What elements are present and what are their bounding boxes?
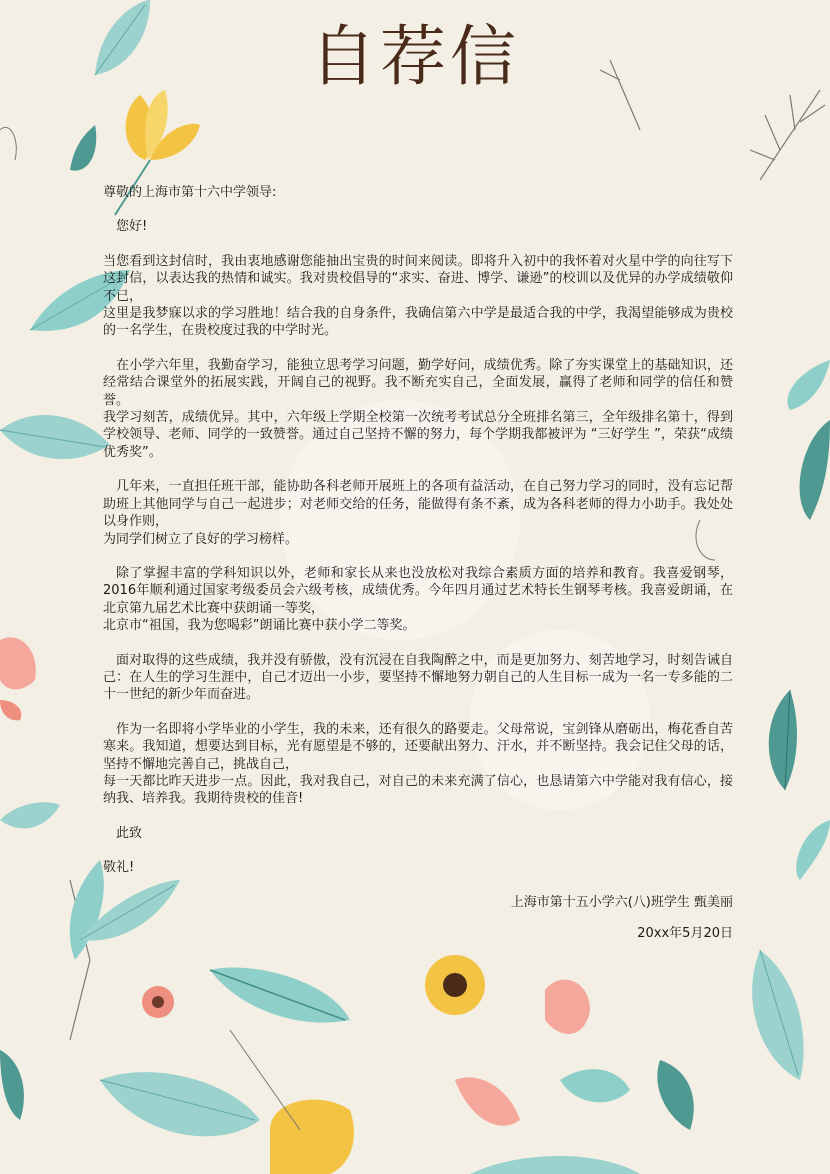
paragraph-line: 这里是我梦寐以求的学习胜地！结合我的自身条件，我确信第六中学是最适合我的中学，我渴望能够成为贵校的一名学生，在贵校度过我的中学时光。 (103, 306, 733, 339)
paragraph-2 (103, 357, 733, 461)
paragraph-line: 每一天都比昨天进步一点。因此，我对我自己，对自己的未来充满了信心，也恳请第六中学能对我有信心，接纳我、培养我。我期待贵校的佳音! (103, 773, 733, 807)
paragraph-line: 为同学们树立了良好的学习榜样。 (103, 531, 299, 547)
paragraph-line: 面对取得的这些成绩，我并没有骄傲，没有沉浸在自我陶醉之中，而是更加努力、刻苦地学习，时刻告诫自己：在人生的学习生涯中，自己才迈出一小步，要坚持不懈地努力朝自己的人生目标一成为一名一专多能的二十一世纪的新少年而奋进。 (103, 652, 733, 703)
signature: 上海市第十五小学六(八)班学生 甄美丽 (510, 894, 733, 910)
salutation: 尊敬的上海市第十六中学领导: (103, 185, 277, 200)
paragraph-4 (103, 565, 733, 635)
paragraph-line: 当您看到这封信时，我由衷地感谢您能抽出宝贵的时间来阅读。即将升入初中的我怀着对火星中学的向往写下这封信，以表达我的热情和诚实。我对贵校倡导的“求实、奋进、博学、谦逊”的校训以及优异的办学成绩敬仰不已， (103, 253, 733, 304)
paragraph-line: 我学习刻苦，成绩优异。其中，六年级上学期全校第一次统考考试总分全班排名第三，全年级排名第十，得到学校领导、老师、同学的一致赞誉。通过自己坚持不懈的努力，每个学期我都被评为 “三好学生 ”，荣获“成绩优秀奖”。 (103, 410, 733, 460)
paragraph-3 (103, 478, 733, 548)
letter-body (103, 184, 733, 942)
greeting: 您好! (116, 219, 148, 235)
paragraph-line: 在小学六年里，我勤奋学习，能独立思考学习问题，勤学好问，成绩优秀。除了夯实课堂上的基础知识，还经常结合课堂外的拓展实践，开阔自己的视野。我不断充实自己，全面发展，赢得了老师和同学的信任和赞誉。 (103, 357, 733, 408)
paragraph-line: 北京市“祖国，我为您喝彩”朗诵比赛中获小学二等奖。 (103, 618, 416, 634)
paragraph-6 (103, 721, 733, 808)
page-title: 自荐信 (310, 18, 520, 95)
paragraph-5 (103, 652, 733, 704)
paragraph-line: 除了掌握丰富的学科知识以外，老师和家长从来也没放松对我综合素质方面的培养和教育。我喜爱钢琴，2016年顺利通过国家考级委员会六级考核，成绩优秀。今年四月通过艺术特长生钢琴考核。我喜爱朗诵，在北京第九届艺术比赛中获朗诵一等奖， (103, 565, 733, 616)
date: 20xx年5月20日 (637, 926, 733, 941)
paragraph-1 (103, 253, 733, 340)
closing-1: 此致 (116, 825, 143, 841)
paragraph-line: 作为一名即将小学毕业的小学生，我的未来，还有很久的路要走。父母常说，宝剑锋从磨砺出，梅花香自苦寒来。我知道，想要达到目标，光有愿望是不够的，还要献出努力、汗水，并不断坚持。我会记住父母的话，坚持不懈地完善自己，挑战自己， (103, 721, 733, 772)
closing-2: 敬礼! (103, 860, 135, 876)
paragraph-line: 几年来，一直担任班干部，能协助各科老师开展班上的各项有益活动，在自己努力学习的同时，没有忘记帮助班上其他同学与自己一起进步；对老师交给的任务，能做得有条不紊，成为各科老师的得力小助手。我处处以身作则， (103, 479, 733, 530)
